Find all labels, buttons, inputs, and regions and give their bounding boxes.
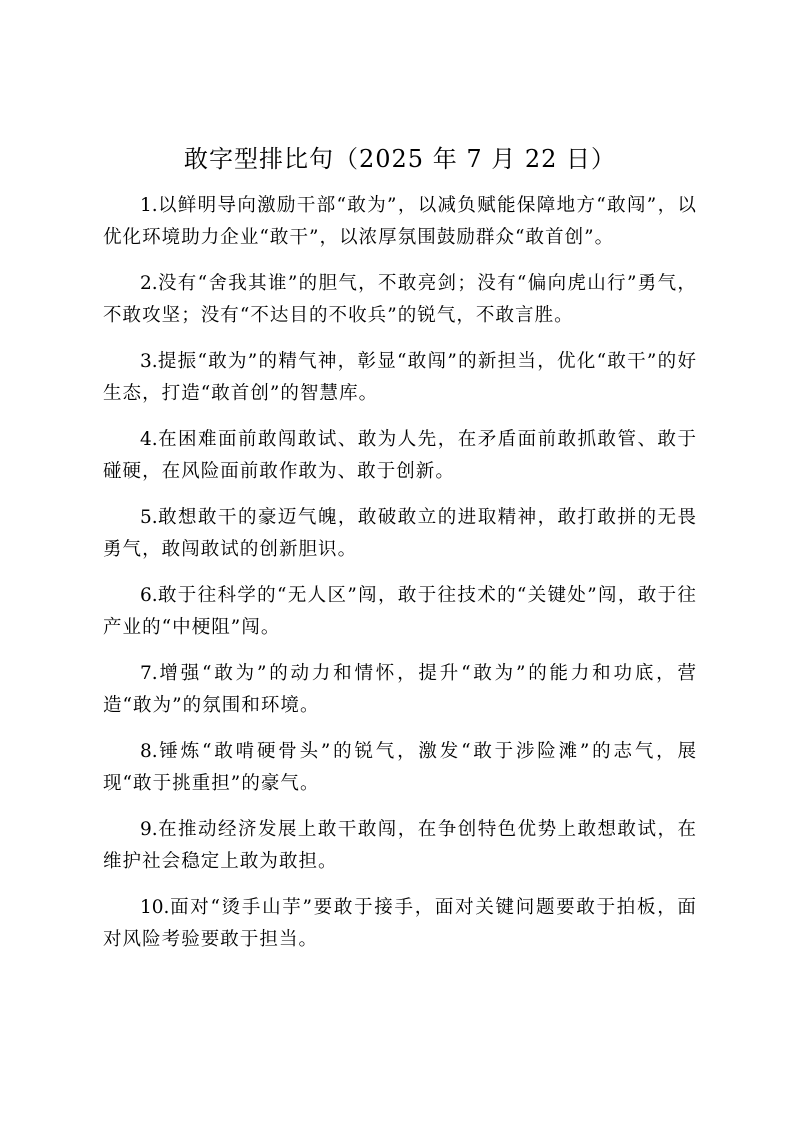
item-text: 锤炼“敢啃硬骨头”的锐气，激发“敢于涉险滩”的志气，展现“敢于挑重担”的豪气。 — [103, 741, 697, 794]
document-title: 敢字型排比句（2025 年 7 月 22 日） — [183, 145, 617, 173]
sentence-list — [103, 190, 697, 955]
list-item — [103, 736, 697, 799]
item-text: 敢想敢干的豪迈气魄，敢破敢立的进取精神，敢打敢拼的无畏勇气，敢闯敢试的创新胆识。 — [103, 507, 697, 560]
item-text: 敢于往科学的“无人区”闯，敢于往技术的“关键处”闯，敢于往产业的“中梗阻”闯。 — [103, 585, 697, 638]
item-number: 10. — [140, 897, 170, 918]
item-number: 7. — [140, 663, 158, 684]
list-item — [103, 658, 697, 721]
item-number: 4. — [140, 429, 158, 450]
list-item — [103, 190, 697, 253]
list-item — [103, 424, 697, 487]
list-item — [103, 268, 697, 331]
item-text: 提振“敢为”的精气神，彰显“敢闯”的新担当，优化“敢干”的好生态，打造“敢首创”的智慧库。 — [103, 351, 697, 404]
item-text: 没有“舍我其谁”的胆气，不敢亮剑；没有“偏向虎山行”勇气，不敢攻坚；没有“不达目的不收兵”的锐气，不敢言胜。 — [103, 273, 697, 326]
list-item — [103, 814, 697, 877]
item-text: 在困难面前敢闯敢试、敢为人先，在矛盾面前敢抓敢管、敢于碰硬，在风险面前敢作敢为、敢于创新。 — [103, 429, 697, 482]
item-number: 8. — [140, 741, 158, 762]
item-text: 以鲜明导向激励干部“敢为”，以减负赋能保障地方“敢闯”，以优化环境助力企业“敢干”，以浓厚氛围鼓励群众“敢首创”。 — [103, 195, 697, 248]
item-number: 1. — [140, 195, 158, 216]
list-item — [103, 502, 697, 565]
list-item — [103, 346, 697, 409]
item-number: 6. — [140, 585, 158, 606]
item-number: 9. — [140, 819, 158, 840]
list-item — [103, 892, 697, 955]
item-text: 增强“敢为”的动力和情怀，提升“敢为”的能力和功底，营造“敢为”的氛围和环境。 — [103, 663, 697, 716]
item-text: 在推动经济发展上敢干敢闯，在争创特色优势上敢想敢试，在维护社会稳定上敢为敢担。 — [103, 819, 697, 872]
item-text: 面对“烫手山芋”要敢于接手，面对关键问题要敢于拍板，面对风险考验要敢于担当。 — [103, 897, 697, 950]
item-number: 3. — [140, 351, 158, 372]
list-item — [103, 580, 697, 643]
item-number: 2. — [140, 273, 158, 294]
item-number: 5. — [140, 507, 158, 528]
